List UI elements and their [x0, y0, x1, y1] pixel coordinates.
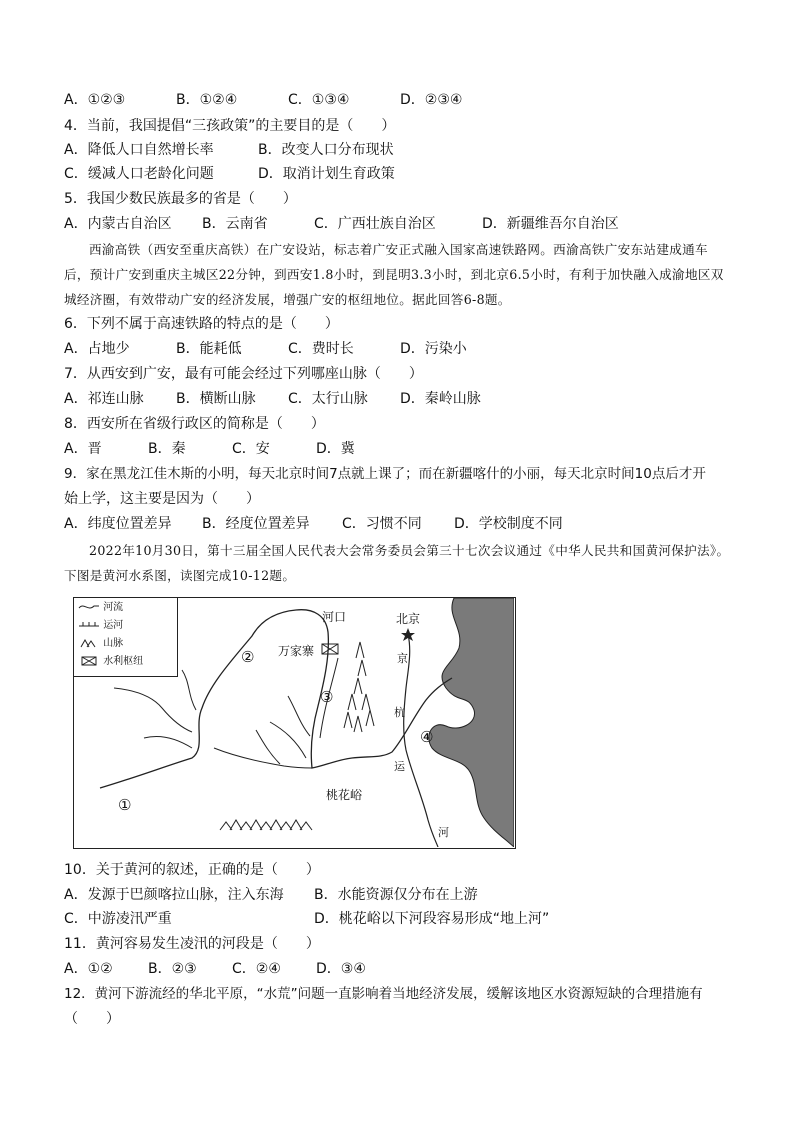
q9-stem-line2: 始上学，这主要是因为（ ） — [64, 491, 260, 507]
q9-stem-line1: 9．家在黑龙江佳木斯的小明，每天北京时间7点就上课了；而在新疆喀什的小丽，每天北京时间10点后才开 — [64, 466, 706, 482]
q10-options-row1 — [64, 885, 478, 905]
legend-river-label: 河流 — [103, 602, 124, 613]
q7-option-c: C．太行山脉 — [288, 391, 368, 407]
q4-option-a: A．降低人口自然增长率 — [64, 142, 214, 158]
label-hekou: 河口 — [322, 610, 347, 624]
tributary-wei-2 — [256, 730, 280, 764]
q11-option-d: D．③④ — [316, 961, 366, 977]
q10-option-d: D．桃花峪以下河段容易形成“地上河” — [314, 911, 550, 927]
mountain-range-taihang — [344, 642, 374, 732]
legend-dam-label: 水利枢纽 — [103, 656, 144, 667]
q4-option-d: D．取消计划生育政策 — [258, 166, 395, 182]
map-legend — [74, 598, 178, 677]
q12-stem-line1: 12．黄河下游流经的华北平原，“水荒”问题一直影响着当地经济发展，缓解该地区水资源短缺的合理措施有 — [64, 986, 703, 1002]
q5-option-b: B．云南省 — [202, 216, 268, 232]
q11-stem: 11．黄河容易发生凌汛的河段是（ ） — [64, 936, 320, 952]
marker-3: ③ — [320, 688, 334, 706]
q7-option-d: D．秦岭山脉 — [400, 391, 481, 407]
marker-4: ④ — [420, 728, 434, 746]
label-beijing: 北京 — [396, 612, 421, 626]
q4-options-row2 — [64, 164, 395, 184]
tributary-wei — [214, 748, 312, 768]
canal-icon — [78, 620, 100, 630]
tributary-upper-2 — [144, 736, 192, 748]
q9-option-c: C．习惯不同 — [342, 516, 422, 532]
q9-option-d: D．学校制度不同 — [454, 516, 563, 532]
dam-wanjiazhai — [322, 644, 338, 654]
q10-options-row2 — [64, 909, 549, 929]
legend-mountain-label: 山脉 — [103, 638, 124, 649]
river-icon — [78, 602, 100, 612]
q7-option-a: A．祁连山脉 — [64, 391, 144, 407]
legend-dam — [78, 654, 143, 670]
q7-options — [64, 389, 481, 409]
q6-options — [64, 339, 467, 359]
q5-stem: 5．我国少数民族最多的省是（ ） — [64, 191, 297, 207]
q4-options-row1 — [64, 140, 394, 160]
q8-option-a: A．晋 — [64, 441, 102, 457]
q3-option-c: C．①③④ — [288, 92, 350, 108]
q6-stem: 6．下列不属于高速铁路的特点的是（ ） — [64, 316, 339, 332]
q10-stem: 10．关于黄河的叙述，正确的是（ ） — [64, 862, 320, 878]
mountain-icon — [78, 638, 100, 648]
q3-option-a: A．①②③ — [64, 92, 126, 108]
q11-option-b: B．②③ — [148, 961, 197, 977]
sea-area — [429, 598, 514, 847]
q9-option-a: A．纬度位置差异 — [64, 516, 172, 532]
mountain-range-qinling — [220, 820, 312, 830]
q4-option-b: B．改变人口分布现状 — [258, 142, 394, 158]
label-canal-he: 河 — [438, 826, 449, 839]
label-wanjiazhai: 万家寨 — [278, 644, 315, 658]
q6-option-d: D．污染小 — [400, 341, 467, 357]
q6-option-b: B．能耗低 — [176, 341, 242, 357]
q8-options — [64, 439, 355, 459]
tributary-upper — [114, 688, 192, 732]
tributary-north — [288, 696, 310, 736]
passage-yellow-river-law: 2022年10月30日，第十三届全国人民代表大会常务委员会第三十七次会议通过《中华人民共和国黄河保护法》。下图是黄河水系图，读图完成10-12题。 — [64, 543, 730, 583]
label-canal-hang: 杭 — [394, 706, 405, 719]
q8-stem: 8．西安所在省级行政区的简称是（ ） — [64, 416, 325, 432]
q6-option-a: A．占地少 — [64, 341, 130, 357]
q3-option-d: D．②③④ — [400, 92, 463, 108]
label-canal-jing: 京 — [397, 652, 408, 665]
q7-option-b: B．横断山脉 — [176, 391, 256, 407]
q8-option-b: B．秦 — [148, 441, 186, 457]
marker-1: ① — [118, 796, 132, 814]
q9-option-b: B．经度位置差异 — [202, 516, 310, 532]
q5-option-c: C．广西壮族自治区 — [314, 216, 436, 232]
q5-option-a: A．内蒙古自治区 — [64, 216, 172, 232]
q10-option-b: B．水能资源仅分布在上游 — [314, 887, 478, 903]
legend-river — [78, 600, 123, 616]
q5-option-d: D．新疆维吾尔自治区 — [482, 216, 619, 232]
marker-2: ② — [241, 648, 255, 666]
tributary-west — [182, 670, 196, 710]
tributary-jing — [270, 722, 306, 758]
q11-options — [64, 959, 366, 979]
q5-options — [64, 214, 619, 234]
q8-option-d: D．冀 — [316, 441, 355, 457]
q12-stem-line2: （ ） — [64, 1011, 120, 1027]
q7-stem: 7．从西安到广安，最有可能会经过下列哪座山脉（ ） — [64, 366, 423, 382]
label-taohuayu: 桃花峪 — [326, 788, 363, 802]
legend-mountain — [78, 636, 123, 652]
q10-option-a: A．发源于巴颜喀拉山脉，注入东海 — [64, 887, 284, 903]
q4-stem: 4．当前，我国提倡“三孩政策”的主要目的是（ ） — [64, 118, 396, 134]
beijing-star — [401, 628, 415, 641]
q10-option-c: C．中游凌汛严重 — [64, 911, 172, 927]
label-canal-yun: 运 — [394, 760, 405, 773]
passage-railway: 西渝高铁（西安至重庆高铁）在广安设站，标志着广安正式融入国家高速铁路网。西渝高铁广安东站建成通车后，预计广安到重庆主城区22分钟，到西安1.8小时，到昆明3.3小时，到北京6.5小时，有利于加快融入成渝地区双城经济圈，有效带动广安的经济发展，增强广安的枢纽地位。据此回答6-8题。 — [64, 242, 724, 307]
q6-option-c: C．费时长 — [288, 341, 354, 357]
q9-options — [64, 514, 563, 534]
dam-icon — [78, 656, 100, 666]
q3-options — [64, 90, 462, 110]
yellow-river-map — [73, 597, 516, 849]
q8-option-c: C．安 — [232, 441, 270, 457]
q11-option-c: C．②④ — [232, 961, 281, 977]
legend-canal-label: 运河 — [103, 620, 124, 631]
q4-option-c: C．缓减人口老龄化问题 — [64, 166, 214, 182]
q3-option-b: B．①②④ — [176, 92, 238, 108]
legend-canal — [78, 618, 123, 634]
q11-option-a: A．①② — [64, 961, 113, 977]
